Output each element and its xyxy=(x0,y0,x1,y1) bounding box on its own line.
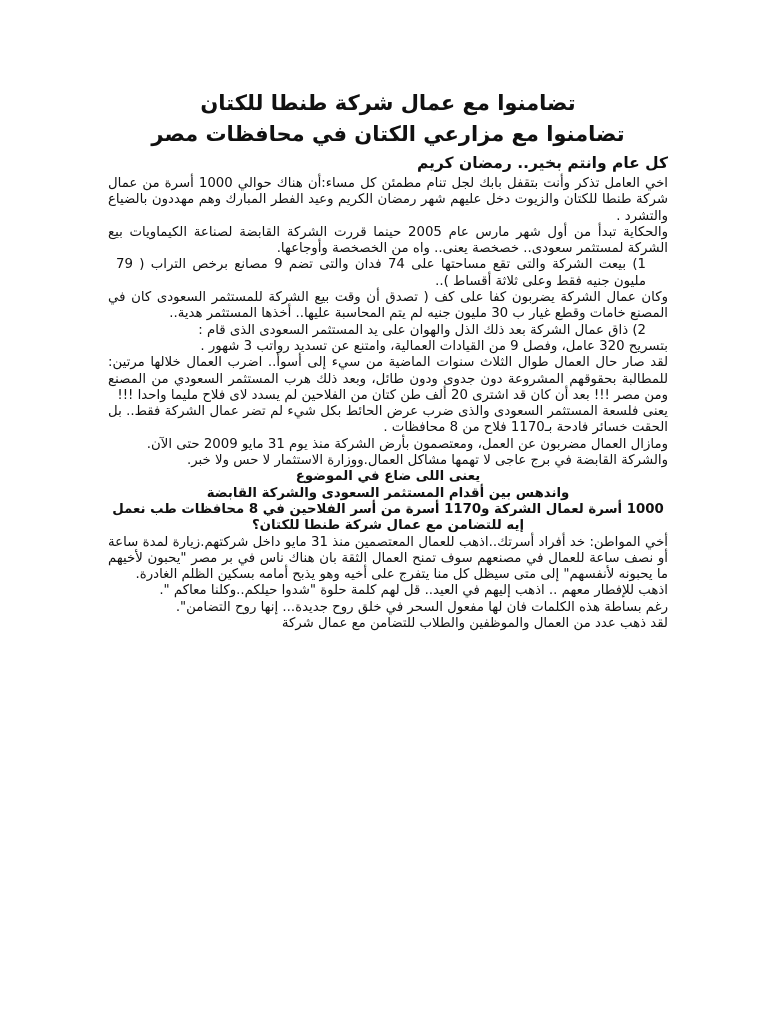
paragraph: وكان عمال الشركة يضربون كفا على كف ( تصدق أن وقت بيع الشركة للمستثمر السعودى كان في المصنع خامات وقطع غيار ب 30 مليون جنيه لم يتم المحاسبة عليها.. أخذها المستثمر هدية.. xyxy=(108,290,668,322)
centered-line: واندهس بين أقدام المستثمر السعودى والشركة القابضة xyxy=(206,485,570,501)
paragraph: 1000 أسرة لعمال الشركة و1170 أسرة من أسر الفلاحين في 8 محافظات طب نعمل إيه للتضامن مع عمال شركة طنطا للكتان؟ xyxy=(112,501,664,534)
paragraph: بتسريح 320 عامل، وفصل 9 من القيادات العمالية، وامتنع عن تسديد رواتب 3 شهور . xyxy=(200,338,668,354)
paragraph: والحكاية تبدأ من أول شهر مارس عام 2005 حينما قررت الشركة القابضة لصناعة الكيماويات بيع الشركة لمستثمر سعودى.. خصخصة يعنى.. واه من الخصخصة وأوجاعها. xyxy=(108,224,668,257)
title-line-2: تضامنوا مع مزارعي الكتان في محافظات مصر xyxy=(151,122,625,146)
paragraph: 2) ذاق عمال الشركة بعد ذلك الذل والهوان على يد المستثمر السعودى الذى قام : xyxy=(198,322,646,338)
title-line-1: تضامنوا مع عمال شركة طنطا للكتان xyxy=(200,91,576,115)
paragraph: اخي العامل تذكر وأنت بتقفل بابك لجل تنام مطمئن كل مساء:أن هناك حوالي 1000 أسرة من عمال شركة طنطا للكتان والزيوت دخل عليهم شهر رمضان الكريم وعيد الفطر المبارك وهم مهددون بالضياع والتشرد . xyxy=(108,176,668,224)
document-body xyxy=(108,88,668,632)
paragraph: لقد ذهب عدد من العمال والموظفين والطلاب للتضامن مع عمال شركة xyxy=(281,616,668,632)
paragraph: والشركة القابضة في برج عاجى لا تهمها مشاكل العمال.ووزارة الاستثمار لا حس ولا خبر. xyxy=(186,453,668,469)
paragraph: 1) بيعت الشركة والتى تقع مساحتها على 74 فدان والتى تضم 9 مصانع برخص التراب ( 79 مليون جنيه فقط وعلى ثلاثة أقساط ).. xyxy=(116,257,646,289)
centered-line: يعنى اللى ضاع في الموضوع xyxy=(295,469,481,485)
paragraph: يعنى فلسعة المستثمر السعودى والذى ضرب عرض الحائط بكل شيء لم تضر عمال الشركة فقط.. بل الحقت خسائر فادحة بـ1170 فلاح من 8 محافظات . xyxy=(108,404,668,436)
greeting: كل عام وانتم بخير.. رمضان كريم xyxy=(416,154,668,172)
paragraph: لقد صار حال العمال طوال الثلاث سنوات الماضية من سيء إلى أسوأ.. اضرب العمال خلالها مرتين: للمطالبة بحقوقهم المشروعة دون جدوى ودون طائل، وبعد ذلك هرب المستثمر السعودي من المصنع ومن مصر !!! بعد أن كان قد اشترى 20 ألف طن كتان من الفلاحين لم يسدد لاى فلاح مليما واحدا !!! xyxy=(108,355,668,403)
paragraph: رغم بساطة هذه الكلمات فان لها مفعول السحر في خلق روح جديدة... إنها روح التضامن". xyxy=(175,599,668,615)
paragraph: ومازال العمال مضربون عن العمل، ومعتصمون بأرض الشركة منذ يوم 31 مايو 2009 حتى الآن. xyxy=(146,436,668,452)
paragraph: اذهب للإفطار معهم .. اذهب إليهم في العيد.. قل لهم كلمة حلوة "شدوا حيلكم..وكلنا معاكم ". xyxy=(159,583,668,599)
paragraph: أخي المواطن: خد أفراد أسرتك..اذهب للعمال المعتصمين منذ 31 مايو داخل شركتهم.زيارة لمدة ساعة أو نصف ساعة للعمال في مصنعهم سوف تمنح العمال الثقة بان هناك ناس في بر مصر "يحبون لأخيهم ما يحبونه لأنفسهم" إلى متى سيظل كل منا يتفرج على أخيه وهو يذبح أمامه بسكين الظلم الغادرة. xyxy=(108,534,668,583)
